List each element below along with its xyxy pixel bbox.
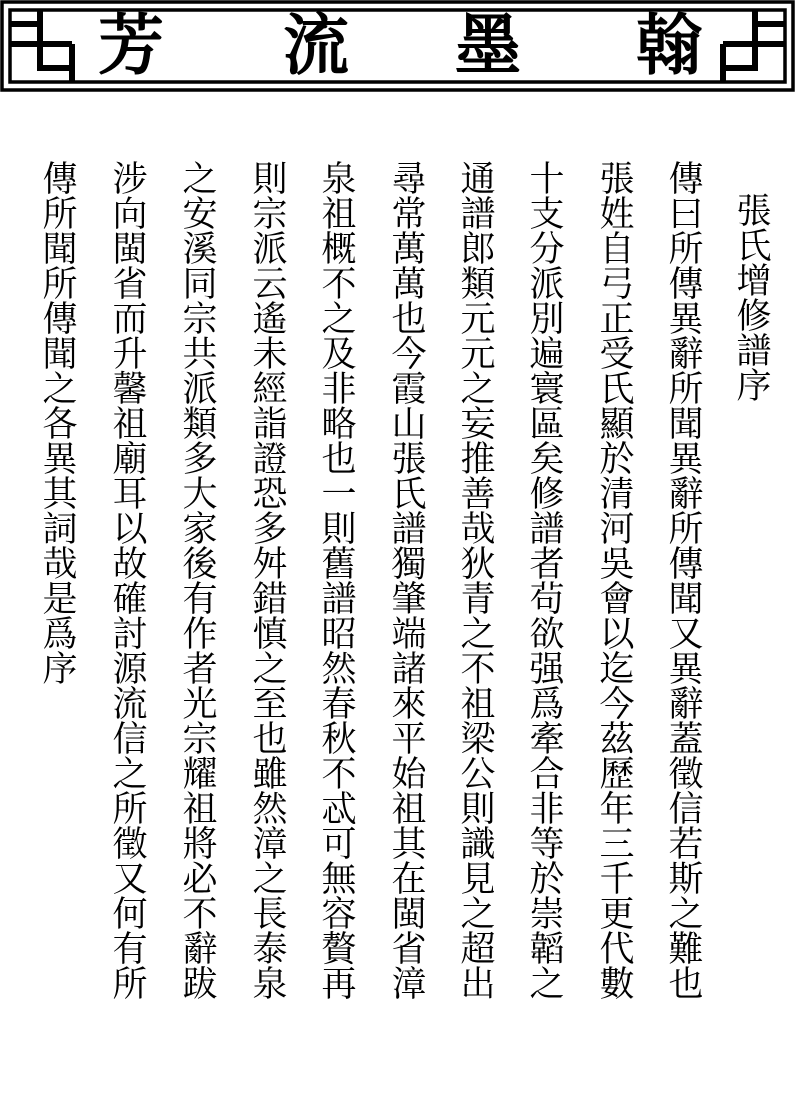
text-column-10: 傳所聞所傳聞之各異其詞哉是爲序: [37, 160, 77, 685]
preface-heading: 張氏增修譜序: [731, 192, 771, 402]
banner-char-1: 芳: [98, 6, 164, 84]
text-column-7: 則宗派云遙未經詣證恐多舛錯慎之至也雖然漳之長泰泉: [247, 160, 287, 1000]
banner-char-2: 流: [283, 6, 349, 84]
text-column-4: 通譜郎類元元之妄推善哉狄青之不祖梁公則識見之超出: [455, 160, 495, 1000]
text-column-2: 張姓自弓正受氏顯於清河吳會以迄今茲歷年三千更代數: [594, 160, 634, 1000]
banner-title: [0, 8, 795, 82]
text-column-8: 之安溪同宗共派類多大家後有作者光宗耀祖將必不辭跋: [177, 160, 217, 1000]
text-column-3: 十支分派別遍寰區矣修譜者茍欲强爲牽合非等於崇韜之: [524, 160, 564, 1000]
text-column-6: 泉祖概不之及非略也一則舊譜昭然春秋不忒可無容贅再: [316, 160, 356, 1000]
banner-char-4: 翰: [636, 6, 702, 84]
banner-char-3: 墨: [455, 6, 521, 84]
text-column-9: 涉向閩省而升馨祖廟耳以故確討源流信之所徵又何有所: [107, 160, 147, 1000]
text-column-5: 尋常萬萬也今霞山張氏譜獨肇端諸來平始祖其在閩省漳: [386, 160, 426, 1000]
text-column-1: 傳曰所傳異辭所聞異辭所傳聞又異辭蓋徵信若斯之難也: [663, 160, 703, 1000]
